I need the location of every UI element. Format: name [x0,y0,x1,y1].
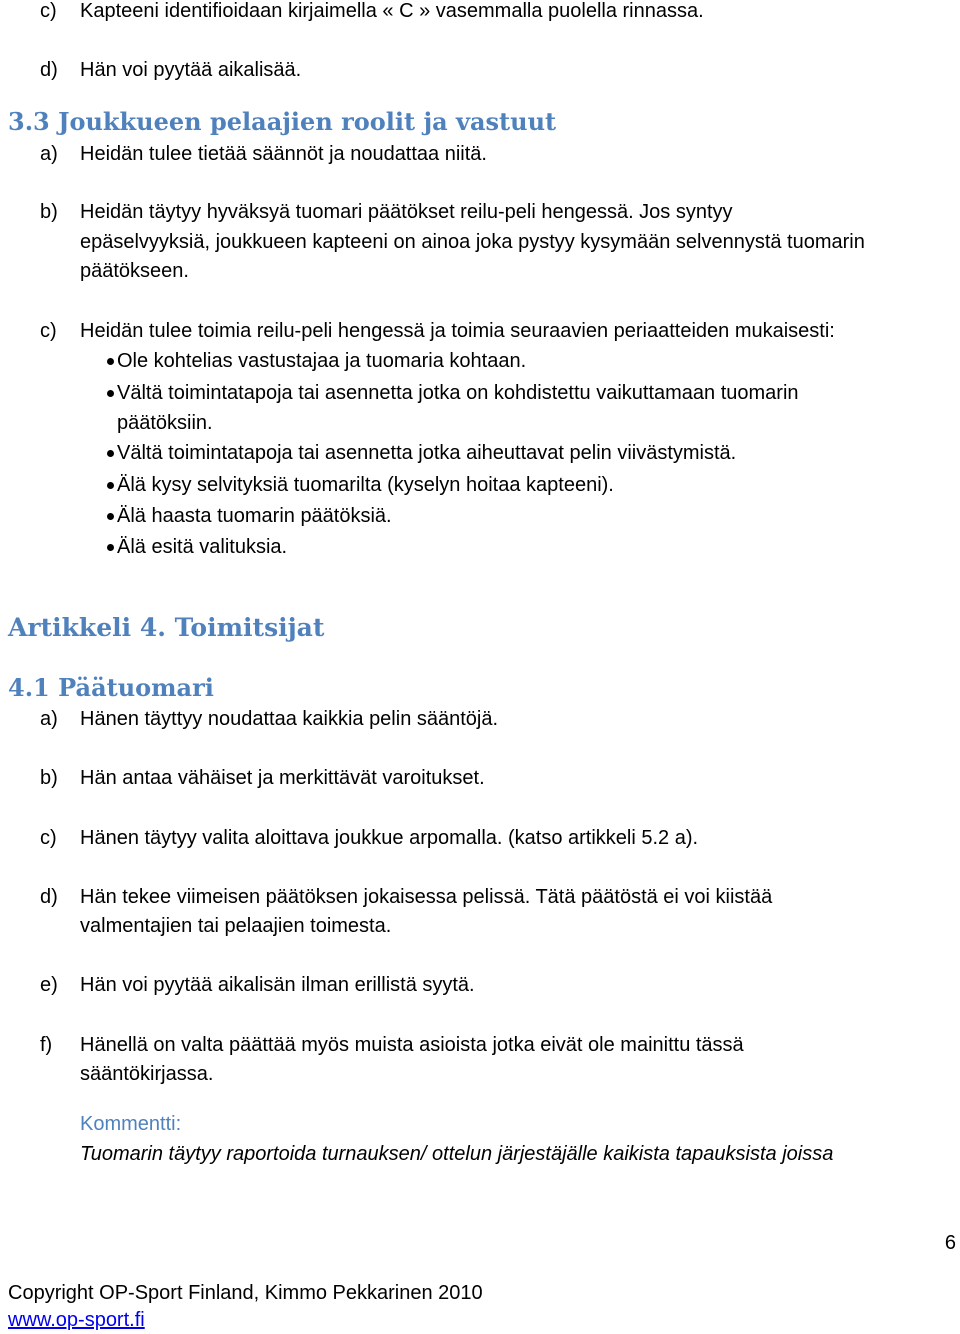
item-text: Hän tekee viimeisen päätöksen jokaisessa pelissä. Tätä päätöstä ei voi kiistää [80,886,773,908]
item-label: c) [40,320,57,342]
item-text: päätökseen. [80,260,189,282]
website-link[interactable]: www.op-sport.fi [8,1309,145,1331]
item-text: Hänen täyttyy noudattaa kaikkia pelin sääntöjä. [80,708,499,730]
item-text: Hän antaa vähäiset ja merkittävät varoitukset. [80,767,485,789]
bullet-icon [107,544,114,551]
comment-text: Tuomarin täytyy raportoida turnauksen/ ottelun järjestäjälle kaikista tapauksista joissa [80,1143,834,1165]
item-text: Hänellä on valta päättää myös muista asioista jotka eivät ole mainittu tässä [80,1034,744,1056]
item-label: f) [40,1034,53,1056]
item-text: Hän voi pyytää aikalisää. [80,59,302,81]
article-heading: Artikkeli 4. Toimitsijat [8,613,325,642]
bullet-text: Ole kohtelias vastustajaa ja tuomaria kohtaan. [117,350,527,372]
bullet-icon [107,390,114,397]
bullet-icon [107,482,114,489]
item-label: a) [40,708,58,730]
section-heading: 4.1 Päätuomari [8,673,214,702]
item-text: epäselvyyksiä, joukkueen kapteeni on ainoa joka pystyy kysymään selvennystä tuomarin [80,231,865,253]
bullet-text-continuation: päätöksiin. [117,412,213,434]
item-text: sääntökirjassa. [80,1063,214,1085]
item-text: Heidän tulee tietää säännöt ja noudattaa niitä. [80,143,487,165]
footer-link-container [8,1307,145,1333]
bullet-text: Vältä toimintatapoja tai asennetta jotka aiheuttavat pelin viivästymistä. [117,442,737,464]
item-label: c) [40,0,57,22]
item-text: Hänen täytyy valita aloittava joukkue arpomalla. (katso artikkeli 5.2 a). [80,827,699,849]
item-label: d) [40,886,58,908]
item-text: Hän voi pyytää aikalisän ilman erillistä syytä. [80,974,475,996]
bullet-text: Älä esitä valituksia. [117,536,288,558]
bullet-icon [107,358,114,365]
item-label: b) [40,767,58,789]
bullet-icon [107,450,114,457]
page-number: 6 [944,1232,956,1254]
item-text: valmentajien tai pelaajien toimesta. [80,915,392,937]
item-text: Heidän tulee toimia reilu-peli hengessä ja toimia seuraavien periaatteiden mukaisesti: [80,320,835,342]
item-label: a) [40,143,58,165]
item-label: d) [40,59,58,81]
bullet-text: Älä kysy selvityksiä tuomarilta (kyselyn hoitaa kapteeni). [117,474,614,496]
item-text: Kapteeni identifioidaan kirjaimella « C » vasemmalla puolella rinnassa. [80,0,704,22]
bullet-text: Älä haasta tuomarin päätöksiä. [117,505,392,527]
comment-label: Kommentti: [80,1113,182,1135]
bullet-text: Vältä toimintatapoja tai asennetta jotka on kohdistettu vaikuttamaan tuomarin [117,382,799,404]
bullet-icon [107,513,114,520]
item-label: e) [40,974,58,996]
item-label: c) [40,827,57,849]
copyright-text: Copyright OP-Sport Finland, Kimmo Pekkarinen 2010 [8,1282,483,1304]
item-text: Heidän täytyy hyväksyä tuomari päätökset reilu-peli hengessä. Jos syntyy [80,201,733,223]
item-label: b) [40,201,58,223]
section-heading: 3.3 Joukkueen pelaajien roolit ja vastuut [8,107,557,136]
